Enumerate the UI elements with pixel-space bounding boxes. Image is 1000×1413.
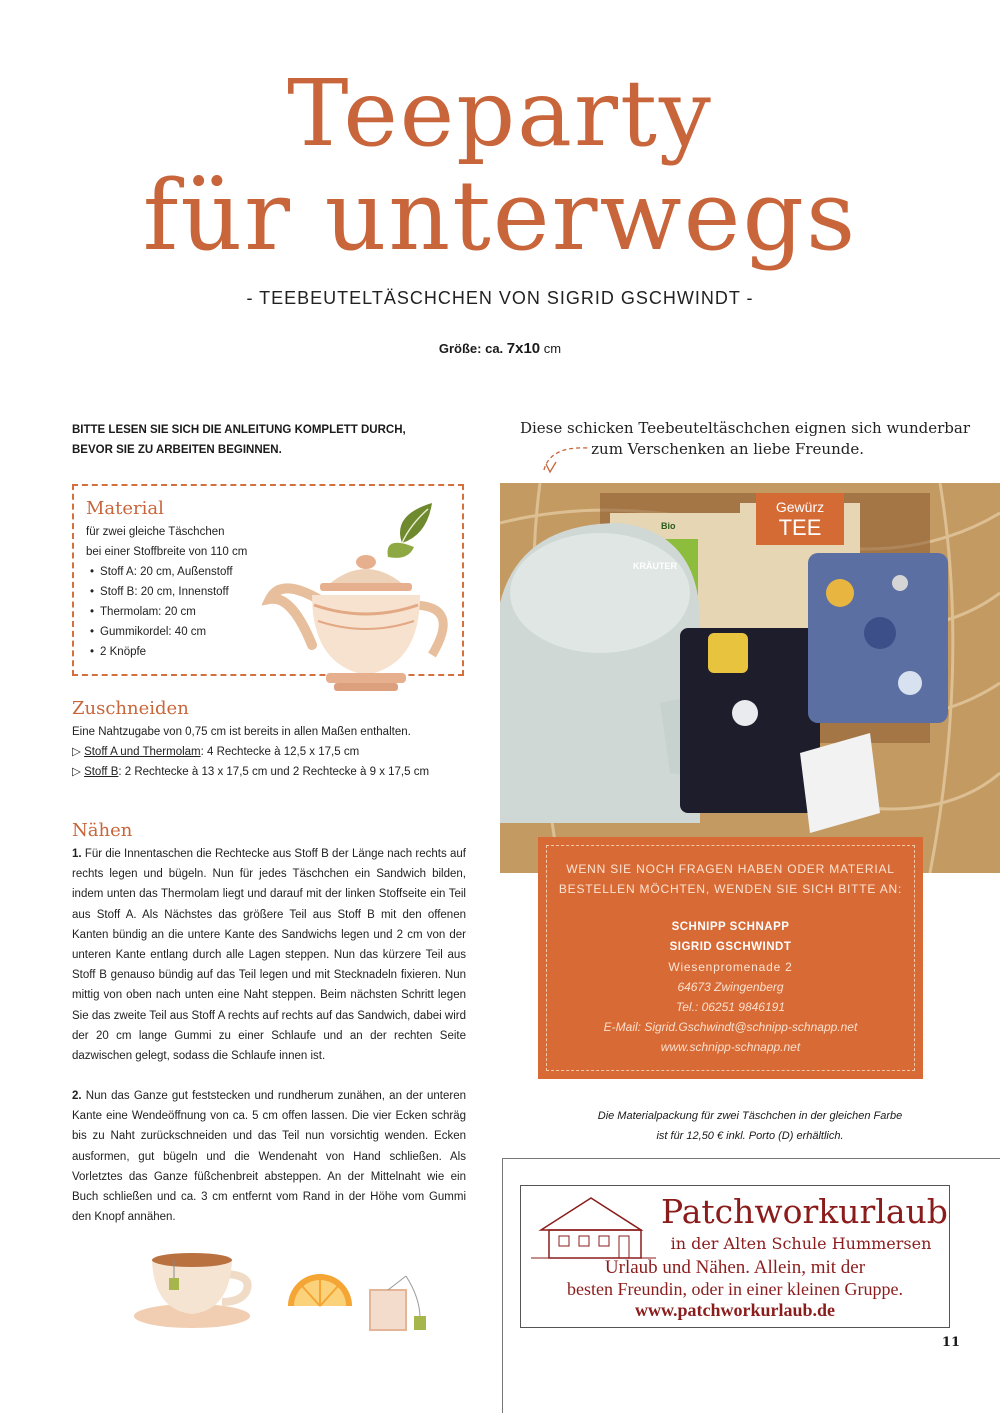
package-note-line1: Die Materialpackung für zwei Täschchen in der gleichen Farbe bbox=[597, 1110, 903, 1122]
step2-text: Nun das Ganze gut feststecken und rundherum zunähen, an der unteren Kante eine Wendeöffnung von ca. 5 cm offen lassen. Die vier Ecken schräg bis zu Naht zurückschneiden und das Teil nun vorsichtig wenden. Ecken ausformen, gut bügeln und die Wendenaht von Hand schließen. Als Vorletztes das Ganze füßchenbreit absteppen. An der Mittelnaht wie ein Buch schließen und ca. 3 cm entfernt vom Rand in der Höhe vom Gummi den Knopf annähen. bbox=[72, 1090, 466, 1224]
contact-name2: SIGRID GSCHWINDT bbox=[669, 941, 792, 953]
subtitle: - TEEBEUTELTÄSCHCHEN VON SIGRID GSCHWINDT - bbox=[246, 288, 754, 308]
material-heading: Material bbox=[86, 498, 164, 519]
material-line1: für zwei gleiche Täschchen bbox=[86, 526, 225, 538]
material-item: • Stoff A: 20 cm, Außenstoff bbox=[86, 562, 306, 582]
step2-number: 2. bbox=[72, 1090, 82, 1102]
cutting-line1: Eine Nahtzugabe von 0,75 cm ist bereits in allen Maßen enthalten. bbox=[72, 726, 411, 738]
intro-notice bbox=[72, 420, 472, 460]
contact-line2: BESTELLEN MÖCHTEN, WENDEN SIE SICH BITTE AN: bbox=[558, 882, 903, 896]
material-item: • Thermolam: 20 cm bbox=[86, 602, 306, 622]
page-number: 11 bbox=[941, 1335, 960, 1350]
cutting-section bbox=[72, 722, 472, 783]
size-unit: cm bbox=[543, 341, 562, 356]
material-line2: bei einer Stoffbreite von 110 cm bbox=[86, 546, 248, 558]
ad-subtitle: in der Alten Schule Hummersen bbox=[670, 1234, 932, 1253]
sewing-heading: Nähen bbox=[72, 820, 133, 841]
cutting-item2 bbox=[72, 762, 472, 782]
size-value: 7x10 bbox=[506, 340, 541, 357]
page-title-line2: für unterwegs bbox=[142, 160, 858, 272]
triangle-icon: ▷ bbox=[72, 766, 81, 779]
page-title-line1: Teeparty bbox=[287, 60, 713, 167]
ad-line1: Urlaub und Nähen. Allein, mit der bbox=[604, 1257, 866, 1278]
contact-line1: WENN SIE NOCH FRAGEN HABEN ODER MATERIAL bbox=[566, 862, 895, 876]
lemon-icon bbox=[288, 1274, 352, 1306]
teacup-icon bbox=[134, 1253, 250, 1328]
contact-name1: SCHNIPP SCHNAPP bbox=[671, 921, 790, 933]
divider-horizontal bbox=[502, 1158, 1000, 1159]
cutting-heading: Zuschneiden bbox=[72, 698, 189, 719]
material-item: • Gummikordel: 40 cm bbox=[86, 622, 306, 642]
material-item: • 2 Knöpfe bbox=[86, 642, 306, 662]
triangle-icon: ▷ bbox=[72, 746, 81, 759]
sewing-step1 bbox=[72, 844, 466, 1066]
contact-city: 64673 Zwingenberg bbox=[677, 980, 784, 994]
contact-phone: Tel.: 06251 9846191 bbox=[676, 1000, 785, 1014]
divider-vertical bbox=[502, 1158, 503, 1413]
photo-artwork bbox=[500, 483, 1000, 873]
contact-email: E-Mail: Sigrid.Gschwindt@schnipp-schnapp.net bbox=[603, 1020, 858, 1034]
cutting-item2-text: : 2 Rechtecke à 13 x 17,5 cm und 2 Rechtecke à 9 x 17,5 cm bbox=[118, 766, 430, 779]
caption-arrow-icon bbox=[540, 440, 600, 476]
cutting-item1-text: : 4 Rechtecke à 12,5 x 17,5 cm bbox=[200, 746, 360, 759]
intro-line2: BEVOR SIE ZU ARBEITEN BEGINNEN. bbox=[72, 444, 282, 456]
leaf-icon bbox=[388, 503, 432, 558]
tea-illustrations bbox=[130, 1238, 450, 1338]
packet1-brand: Bio bbox=[661, 521, 676, 531]
advertisement bbox=[520, 1185, 950, 1328]
sewing-step2 bbox=[72, 1086, 466, 1227]
ad-url[interactable]: www.patchworkurlaub.de bbox=[634, 1300, 836, 1320]
ad-title: Patchworkurlaub bbox=[661, 1192, 948, 1231]
ad-line2: besten Freundin, oder in einer kleinen Gruppe. bbox=[567, 1279, 903, 1299]
teapot-illustration bbox=[262, 495, 462, 710]
teabag-icon bbox=[370, 1276, 426, 1330]
packet2-line2: TEE bbox=[778, 515, 822, 540]
size-label: Größe: ca. bbox=[438, 341, 504, 356]
packet1-label: KRÄUTER bbox=[633, 561, 677, 571]
step1-text: Für die Innentaschen die Rechtecke aus Stoff B der Länge nach rechts auf rechts legen und bügeln. Nun für jedes Täschchen ein Sandwich bilden, indem unten das Thermolam liegt und darauf mit der linken Stoffseite ein Teil aus Stoff A. Als Nächstes das größere Teil aus Stoff B mit den offenen Kanten bündig an die untere Kante des Sandwichs legen und 2 cm von der unteren Kante entlang durch alle Lagen steppen. Nun das kürzere Teil aus Stoff B genauso bündig auf das Teil legen und mit Stecknadeln fixieren. Nun mittig von oben nach unten eine Naht steppen. Beim nächsten Schritt legen Sie das zweite Teil aus Stoff A rechts auf rechts auf das Sandwich, dabei wird der 20 cm lange Gummi zu einer Schlaufe und an der rechten Seite dazwischen gelegt, sodass die Schlaufe innen ist. bbox=[72, 848, 466, 1063]
school-house-icon bbox=[531, 1190, 661, 1262]
cutting-item2-label: Stoff B bbox=[84, 766, 119, 779]
cutting-item1-label: Stoff A und Thermolam bbox=[84, 746, 201, 759]
step1-number: 1. bbox=[72, 848, 82, 860]
package-note-line2: ist für 12,50 € inkl. Porto (D) erhältlich. bbox=[656, 1130, 844, 1142]
caption-line1: Diese schicken Teebeuteltäschchen eignen sich wunderbar bbox=[519, 419, 970, 437]
caption-line2: zum Verschenken an liebe Freunde. bbox=[591, 440, 864, 458]
contact-street: Wiesenpromenade 2 bbox=[668, 960, 793, 974]
size-info bbox=[0, 340, 1000, 357]
contact-web: www.schnipp-schnapp.net bbox=[660, 1040, 801, 1054]
cutting-item1 bbox=[72, 742, 472, 762]
package-note bbox=[520, 1106, 980, 1146]
contact-box bbox=[538, 837, 923, 1079]
intro-line1: BITTE LESEN SIE SICH DIE ANLEITUNG KOMPLETT DURCH, bbox=[72, 424, 406, 436]
product-photo bbox=[500, 483, 1000, 873]
material-item: • Stoff B: 20 cm, Innenstoff bbox=[86, 582, 306, 602]
packet2-line1: Gewürz bbox=[775, 499, 825, 515]
